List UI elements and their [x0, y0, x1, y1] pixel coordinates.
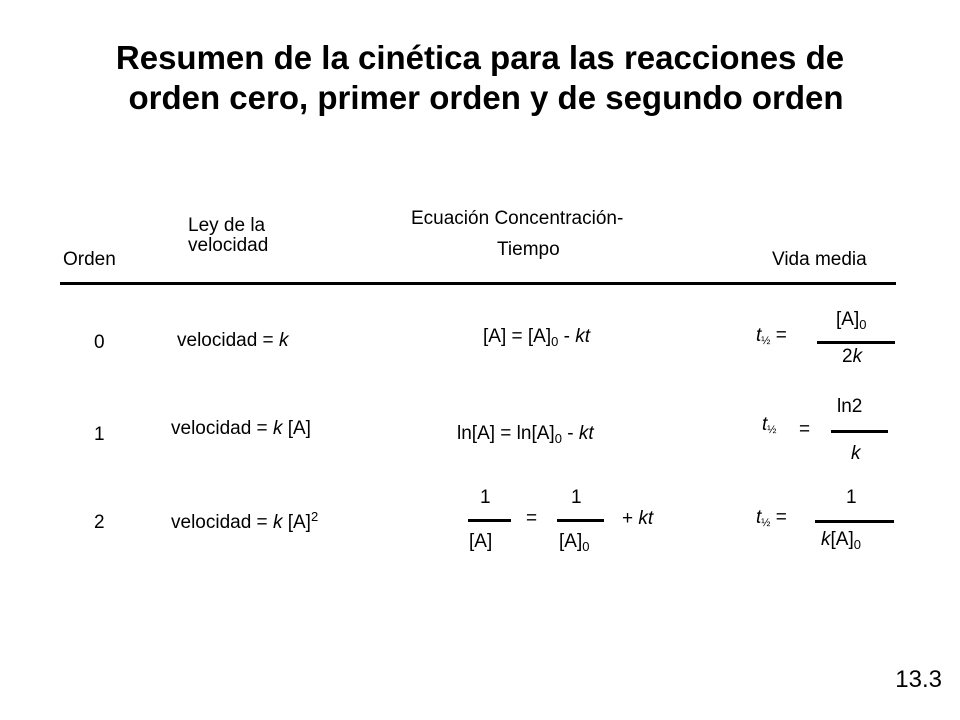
page-number: 13.3 [895, 666, 942, 693]
header-divider [60, 282, 896, 285]
row-0-vida-denominator: 2k [842, 346, 863, 367]
header-ley-line-2: velocidad [188, 235, 269, 256]
slide-title [0, 38, 960, 118]
row-1-orden: 1 [94, 424, 105, 445]
header-ley-line-1: Ley de la [188, 215, 266, 236]
row-1-fraction-bar [831, 430, 888, 433]
header-orden: Orden [63, 249, 116, 270]
row-2-vida-denominator: $k[A]_0$ [821, 529, 861, 552]
header-vida-media: Vida media [772, 249, 867, 270]
row-2-ecuacion-equals: = [526, 508, 538, 529]
row-2-vida-lhs: t½ = [756, 507, 787, 529]
header-ecuacion-line-2: Tiempo [497, 239, 560, 260]
row-0-ley: velocidad = k [177, 330, 289, 351]
row-2-ley: velocidad = k $[A]^2$ [171, 509, 319, 533]
row-1-ecuacion: $\ln[A] = \ln[A]_0$ - kt [457, 423, 594, 446]
row-2-vida-numerator: 1 [846, 487, 857, 508]
row-2-ecuacion-den-1: [A] [469, 531, 493, 552]
row-0-ecuacion: $[A] = [A]_0$ - kt [483, 326, 591, 349]
row-1-vida-t-half: t½ [762, 414, 777, 436]
header-ecuacion-line-1: Ecuación Concentración- [411, 208, 624, 229]
title-line-1: Resumen de la cinética para las reacciones de [115, 39, 845, 76]
row-2-ecuacion-num-2: 1 [571, 487, 582, 508]
row-0-vida-numerator: $[A]_0$ [836, 309, 867, 332]
row-2-orden: 2 [94, 512, 105, 533]
row-1-ley: velocidad = k [A] [171, 418, 311, 439]
row-1-vida-equals: = [799, 419, 811, 440]
row-1-vida-numerator: ln2 [837, 396, 863, 417]
row-2-ecuacion-den-2: $[A]_0$ [559, 531, 590, 554]
row-0-orden: 0 [94, 332, 105, 353]
row-2-fraction-bar [815, 520, 894, 523]
row-0-vida-lhs: t½ = [756, 325, 787, 347]
row-2-ecuacion-bar-1 [468, 519, 511, 522]
row-2-ecuacion-plus-kt: + kt [622, 508, 654, 529]
row-2-ecuacion-bar-2 [557, 519, 604, 522]
row-0-fraction-bar [817, 341, 895, 344]
row-2-ecuacion-num-1: 1 [480, 487, 491, 508]
title-line-2: orden cero, primer orden y de segundo orden [128, 79, 844, 116]
row-1-vida-denominator: k [851, 443, 861, 464]
